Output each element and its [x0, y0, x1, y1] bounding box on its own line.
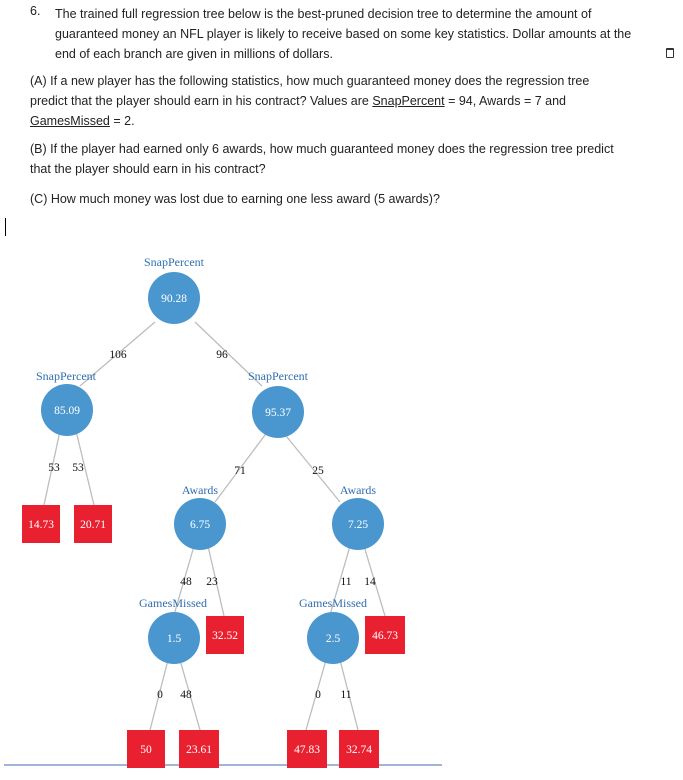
awards-a-split-label: Awards: [181, 483, 219, 497]
regression-tree-diagram: [0, 240, 460, 770]
gm-b-node-value: 2.5: [325, 633, 341, 645]
leaf-20-71-value: 20.71: [80, 519, 106, 531]
awards-b-node-value: 7.25: [347, 519, 369, 531]
left-split-label: SnapPercent: [36, 369, 96, 383]
left-node-value: 85.09: [54, 405, 80, 417]
awards-a-right-edge-count: 23: [206, 576, 218, 588]
leaf-50-value: 50: [140, 744, 152, 756]
leaf-32-52-value: 32.52: [212, 630, 238, 642]
leaf-23-61-value: 23.61: [186, 744, 212, 756]
awards-a-node-value: 6.75: [189, 519, 211, 531]
leaf-46-73-value: 46.73: [372, 630, 398, 642]
gm-b-left-edge-count: 0: [315, 689, 321, 701]
left-left-edge-count: 53: [48, 462, 60, 474]
question-intro: The trained full regression tree below is the best-pruned decision tree to determine the amount of guaranteed money an NFL player is likely to receive based on some key statistics. Dollar amounts at the end of each branch are given in millions of dollars.: [55, 7, 632, 61]
gm-a-right-edge-count: 48: [180, 689, 192, 701]
leaf-47-83-value: 47.83: [294, 744, 320, 756]
root-left-edge-count: 106: [109, 349, 127, 361]
awards-b-left-edge-count: 11: [340, 576, 352, 588]
snappercent-term: SnapPercent: [372, 94, 445, 108]
text-cursor: [5, 218, 6, 236]
part-c-text: (C) How much money was lost due to earning one less award (5 awards)?: [30, 192, 440, 206]
right-right-edge-count: 25: [312, 465, 324, 477]
part-a-text: (A) If a new player has the following statistics, how much guaranteed money does the regression tree predict that the player should earn in his contract? Values are SnapPercent = 94, Awards = 7 and GamesMissed = 2.: [30, 74, 590, 128]
gm-b-right-edge-count: 11: [340, 689, 352, 701]
margin-marker-icon[interactable]: [666, 48, 674, 58]
part-b-text: (B) If the player had earned only 6 awards, how much guaranteed money does the regression tree predict that the player should earn in his contract?: [30, 142, 614, 176]
right-left-edge-count: 71: [234, 465, 246, 477]
left-right-edge-count: 53: [72, 462, 84, 474]
leaf-32-74-value: 32.74: [346, 744, 372, 756]
gm-b-split-label: GamesMissed: [299, 596, 367, 610]
gm-a-node-value: 1.5: [166, 633, 182, 645]
right-node-value: 95.37: [265, 407, 291, 419]
gm-a-split-label: GamesMissed: [139, 596, 207, 610]
awards-b-split-label: Awards: [339, 483, 377, 497]
awards-b-right-edge-count: 14: [364, 576, 376, 588]
gm-a-left-edge-count: 0: [157, 689, 163, 701]
gamesmissed-term: GamesMissed: [30, 114, 110, 128]
awards-a-left-edge-count: 48: [180, 576, 192, 588]
root-split-label: SnapPercent: [144, 255, 204, 269]
root-right-edge-count: 96: [216, 349, 228, 361]
root-node-value: 90.28: [161, 293, 187, 305]
right-split-label: SnapPercent: [248, 369, 308, 383]
question-number: 6.: [30, 4, 41, 18]
leaf-14-73-value: 14.73: [28, 519, 54, 531]
